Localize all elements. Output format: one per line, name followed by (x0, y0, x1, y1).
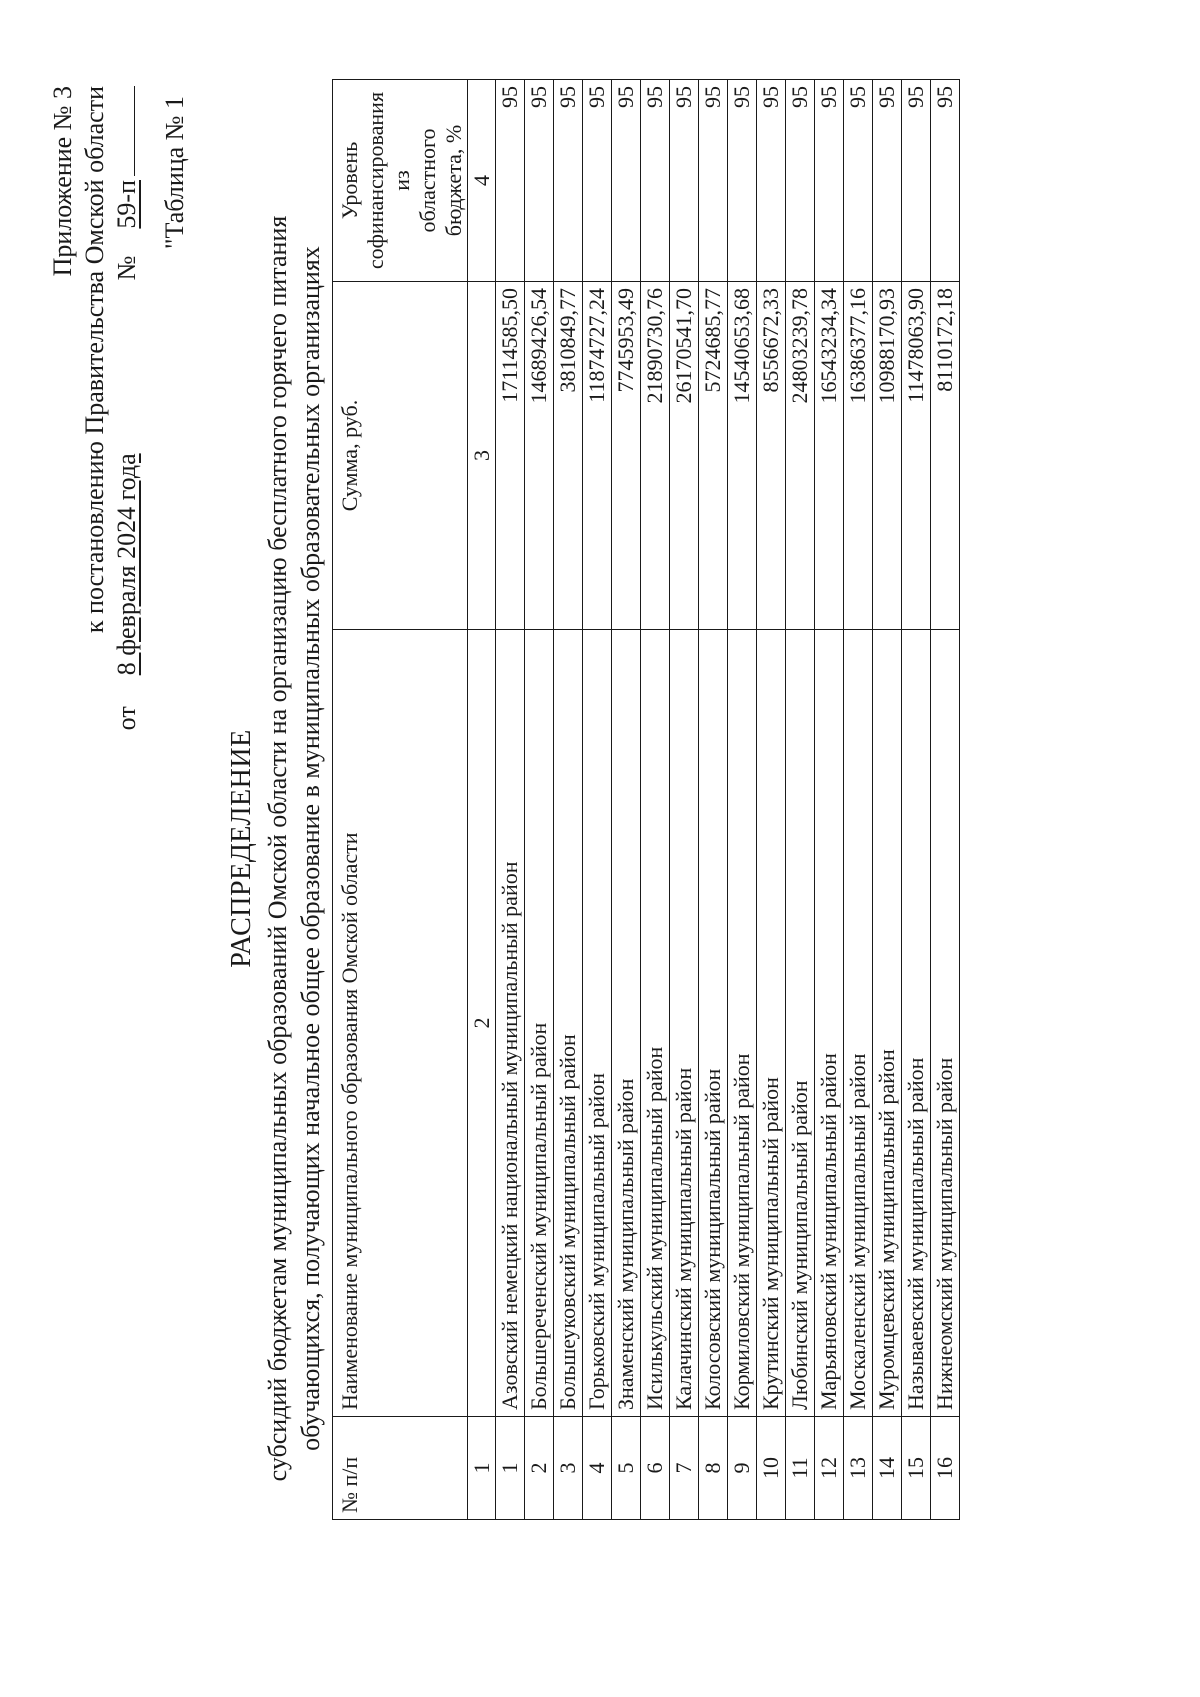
table-row (612, 80, 641, 1520)
municipality-name: Исилькульский муниципальный район (641, 630, 670, 1417)
row-number: 16 (931, 1417, 960, 1520)
municipality-name: Москаленский муниципальный район (844, 630, 873, 1417)
column-index: 1 (468, 1417, 496, 1520)
table-row (641, 80, 670, 1520)
municipality-name: Знаменский муниципальный район (612, 630, 641, 1417)
table-row (525, 80, 554, 1520)
subsidy-amount: 10988170,93 (873, 282, 902, 630)
subsidy-amount: 5724685,77 (699, 282, 728, 630)
cofinancing-rate: 95 (583, 80, 612, 282)
resolution-number: 59-п (112, 180, 141, 229)
cofinancing-rate: 95 (757, 80, 786, 282)
subsidy-amount: 16386377,16 (844, 282, 873, 630)
cofinancing-rate: 95 (873, 80, 902, 282)
municipality-name: Муромцевский муниципальный район (873, 630, 902, 1417)
row-number: 3 (554, 1417, 583, 1520)
header-rate-line: областного бюджета, % (415, 124, 466, 237)
table-row (873, 80, 902, 1520)
table-row (554, 80, 583, 1520)
municipality-name: Нижнеомский муниципальный район (931, 630, 960, 1417)
table-caption: "Таблица № 1 (160, 96, 189, 250)
cofinancing-rate: 95 (554, 80, 583, 282)
municipality-name: Любинский муниципальный район (786, 630, 815, 1417)
municipality-name: Большереченский муниципальный район (525, 630, 554, 1417)
table-row (902, 80, 931, 1520)
subsidy-amount: 26170541,70 (670, 282, 699, 630)
cofinancing-rate: 95 (902, 80, 931, 282)
table-row (699, 80, 728, 1520)
header-num: № п/п (333, 1417, 468, 1520)
municipality-name: Кормиловский муниципальный район (728, 630, 757, 1417)
municipality-name: Азовский немецкий национальный муниципальный район (496, 630, 525, 1417)
resolution-date: 8 февраля 2024 года (112, 453, 141, 676)
table-row (815, 80, 844, 1520)
municipality-name: Колосовский муниципальный район (699, 630, 728, 1417)
row-number: 7 (670, 1417, 699, 1520)
municipality-name: Крутинский муниципальный район (757, 630, 786, 1417)
subsidy-amount: 7745953,49 (612, 282, 641, 630)
document-subtitle-line: субсидий бюджетам муниципальных образований Омской области на организацию бесплатного горячего питания (263, 215, 292, 1482)
row-number: 11 (786, 1417, 815, 1520)
header-rate-line: Уровень (337, 141, 362, 220)
table-row (496, 80, 525, 1520)
table-row (757, 80, 786, 1520)
subsidy-amount: 3810849,77 (554, 282, 583, 630)
column-index: 4 (468, 80, 496, 282)
row-number: 2 (525, 1417, 554, 1520)
row-number: 9 (728, 1417, 757, 1520)
subsidy-amount: 8110172,18 (931, 282, 960, 630)
cofinancing-rate: 95 (670, 80, 699, 282)
document-title: РАСПРЕДЕЛЕНИЕ (226, 729, 257, 968)
cofinancing-rate: 95 (699, 80, 728, 282)
header-sum: Сумма, руб. (333, 282, 468, 630)
number-prefix: № (112, 255, 141, 281)
cofinancing-rate: 95 (815, 80, 844, 282)
row-number: 12 (815, 1417, 844, 1520)
row-number: 13 (844, 1417, 873, 1520)
appendix-reference: к постановлению Правительства Омской области (80, 86, 109, 634)
column-index: 3 (468, 282, 496, 630)
cofinancing-rate: 95 (728, 80, 757, 282)
table-row (931, 80, 960, 1520)
subsidy-amount: 11478063,90 (902, 282, 931, 630)
cofinancing-rate: 95 (612, 80, 641, 282)
subsidy-amount: 14689426,54 (525, 282, 554, 630)
subsidy-amount: 8556672,33 (757, 282, 786, 630)
municipality-name: Называевский муниципальный район (902, 630, 931, 1417)
municipality-name: Большеуковский муниципальный район (554, 630, 583, 1417)
column-index: 2 (468, 630, 496, 1417)
row-number: 4 (583, 1417, 612, 1520)
cofinancing-rate: 95 (786, 80, 815, 282)
header-name: Наименование муниципального образования Омской области (333, 630, 468, 1417)
appendix-date-line (112, 86, 142, 730)
date-prefix: от (112, 706, 141, 731)
table-row (670, 80, 699, 1520)
subsidy-amount: 14540653,68 (728, 282, 757, 630)
cofinancing-rate: 95 (525, 80, 554, 282)
table-row (728, 80, 757, 1520)
cofinancing-rate: 95 (844, 80, 873, 282)
municipality-name: Калачинский муниципальный район (670, 630, 699, 1417)
row-number: 10 (757, 1417, 786, 1520)
row-number: 15 (902, 1417, 931, 1520)
subsidy-amount: 21890730,76 (641, 282, 670, 630)
subsidy-amount: 17114585,50 (496, 282, 525, 630)
row-number: 8 (699, 1417, 728, 1520)
header-rate-line: софинансирования из (363, 91, 414, 270)
municipality-name: Горьковский муниципальный район (583, 630, 612, 1417)
row-number: 14 (873, 1417, 902, 1520)
municipality-name: Марьяновский муниципальный район (815, 630, 844, 1417)
table-row (844, 80, 873, 1520)
subsidy-amount: 24803239,78 (786, 282, 815, 630)
subsidy-distribution-table (332, 79, 960, 1520)
cofinancing-rate: 95 (641, 80, 670, 282)
subsidy-amount: 16543234,34 (815, 282, 844, 630)
table-row (583, 80, 612, 1520)
row-number: 6 (641, 1417, 670, 1520)
table-header-row (333, 80, 468, 1520)
column-index-row (468, 80, 496, 1520)
table-row (786, 80, 815, 1520)
subsidy-amount: 11874727,24 (583, 282, 612, 630)
appendix-number: Приложение № 3 (48, 86, 77, 277)
cofinancing-rate: 95 (496, 80, 525, 282)
header-rate (333, 80, 468, 282)
cofinancing-rate: 95 (931, 80, 960, 282)
document-subtitle-line: обучающихся, получающих начальное общее образование в муниципальных образовательных организациях (296, 246, 325, 1451)
row-number: 5 (612, 1417, 641, 1520)
row-number: 1 (496, 1417, 525, 1520)
